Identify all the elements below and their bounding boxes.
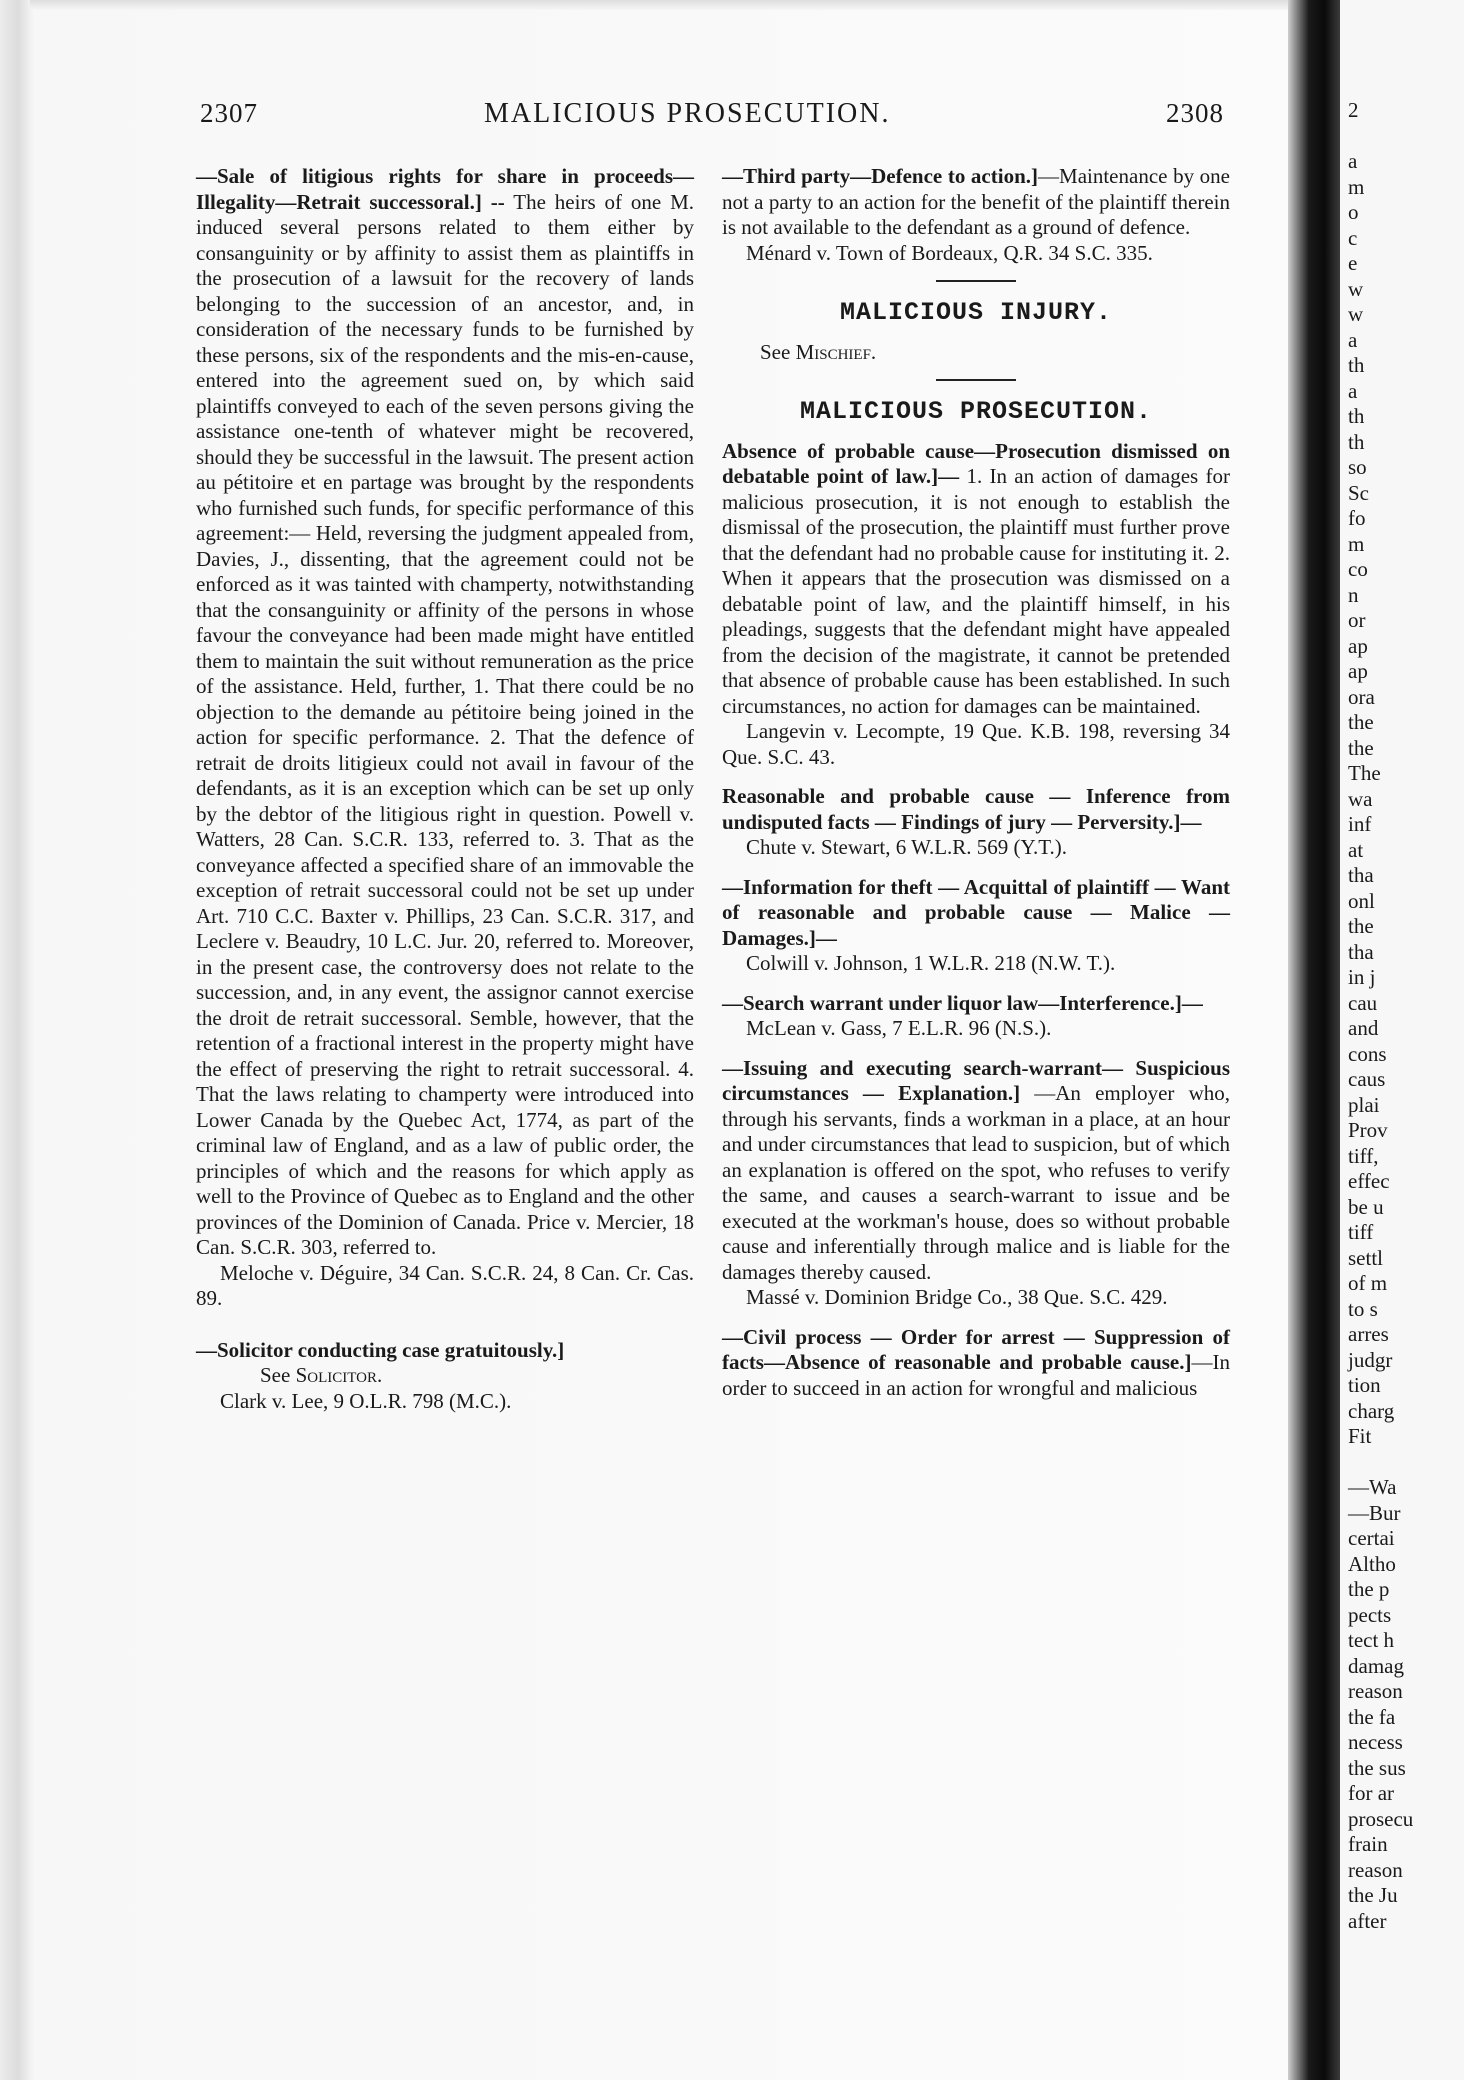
left-column [196,164,694,1414]
see-target: Mischief. [795,339,877,364]
entry-sale-litigious-rights [196,164,694,1261]
entry-heading: —Civil process — Order for arrest — Suppression of facts—Absence of reasonable and probable cause.] [722,1324,1230,1374]
entry-solicitor-gratuitous [196,1338,694,1364]
section-divider [936,280,1016,282]
page-edge [30,0,1290,10]
see-word: See [260,1363,291,1387]
right-column [722,164,1230,1401]
entry-heading: Absence of probable cause—Prosecution dismissed on debatable point of law.]— [722,438,1230,488]
entry-heading: —Information for theft — Acquittal of plaintiff — Want of reasonable and probable cause — Malice — Damages.]— [722,874,1230,950]
page-number-right: 2308 [1166,98,1224,128]
section-title-malicious-prosecution: MALICIOUS PROSECUTION. [799,397,1153,426]
case-citation: Ménard v. Town of Bordeaux, Q.R. 34 S.C. 335. [746,240,1153,265]
section-divider [936,379,1016,381]
next-page-text: 2 a m o c e w w a th a th th so Sc fo m co n or ap ap ora the the The wa inf at tha onl the tha in j cau and cons caus plai Prov tiff, effec be u tiff settl of m to s arres judgr tion charg Fit —Wa —Bur certai Altho the p pects tect h damag reason the fa necess the sus for ar prosecu frain reason the Ju after [1348,98,1414,1933]
entry-heading: Reasonable and probable cause — Inference from undisputed facts — Findings of jury — Perversity.]— [722,784,1230,834]
page-gutter-shadow [1288,0,1340,2080]
case-citation: McLean v. Gass, 7 E.L.R. 96 (N.S.). [746,1016,1052,1040]
case-citation: Clark v. Lee, 9 O.L.R. 798 (M.C.). [220,1388,512,1413]
see-reference [196,1363,694,1389]
entry-heading: —Third party—Defence to action.] [722,164,1039,188]
entry-third-party [722,164,1230,241]
section-title-malicious-injury: MALICIOUS INJURY. [839,298,1113,327]
case-citation: Langevin v. Lecompte, 19 Que. K.B. 198, reversing 34 Que. S.C. 43. [722,719,1230,769]
entry-heading: —Search warrant under liquor law—Interference.]— [722,990,1203,1015]
see-word: See [760,339,791,364]
entry-heading: —Sale of litigious rights for share in proceeds—Illegality—Retrait successoral.] -- [196,164,694,214]
entry-civil-process [722,1325,1230,1402]
case-citation: Chute v. Stewart, 6 W.L.R. 569 (Y.T.). [746,835,1068,859]
case-citation: Massé v. Dominion Bridge Co., 38 Que. S.C. 429. [746,1285,1168,1309]
next-page-fragment [1340,0,1464,2080]
entry-information-for-theft [722,875,1230,952]
entry-reasonable-probable-cause [722,784,1230,835]
entry-body: —Maintenance by one not a party to an action for the benefit of the plaintiff therein is not available to the defendant as a ground of defence. [722,164,1230,239]
entry-absence-probable-cause [722,439,1230,720]
see-target: Solicitor. [295,1363,383,1387]
entry-search-warrant-liquor [722,991,1230,1017]
entry-issuing-search-warrant [722,1056,1230,1286]
case-citation: Colwill v. Johnson, 1 W.L.R. 218 (N.W. T.). [746,951,1116,975]
entry-body: 1. In an action of damages for malicious prosecution, it is not enough to establish the dismissal of the prosecution, the plaintiff must further prove that the defendant had no probable cause for instituting it. 2. When it appears that the prosecution was dismissed on a debatable point of law, and the plaintiff himself, in his pleadings, suggests that the defendant might have appealed from the decision of the magistrate, it cannot be pretended that absence of probable cause has been established. In such circumstances, no action for damages can be maintained. [722,464,1230,718]
entry-heading: —Solicitor conducting case gratuitously.] [196,1337,565,1362]
see-reference [722,340,1230,366]
entry-heading: —Issuing and executing search-warrant— Suspicious circumstances — Explanation.] [722,1055,1230,1105]
running-title: MALICIOUS PROSECUTION. [484,98,891,129]
entry-body: —In order to succeed in an action for wrongful and malicious [722,1350,1230,1400]
case-citation: Meloche v. Déguire, 34 Can. S.C.R. 24, 8 Can. Cr. Cas. 89. [196,1260,694,1310]
entry-body: The heirs of one M. induced several persons related to them either by consanguinity or by affinity to assist them as plaintiffs in the prosecution of a lawsuit for the recovery of lands belonging to the succession of an ancestor, and, in consideration of the necessary funds to be furnished by these persons, six of the respondents and the mis-en-cause, entered into the agreement sued on, by which said plaintiffs conveyed to each of the seven persons giving the assistance one-tenth of whatever might be recovered, should they be successful in the lawsuit. The present action au pétitoire et en partage was brought by the respondents who furnished such funds, for specific performance of this agreement:— Held, reversing the judgment appealed from, Davies, J., dissenting, that the agreement could not be enforced as it was tainted with champerty, notwithstanding that the consanguinity or affinity of the persons in whose favour the conveyance had been made might have entitled them to maintain the suit without remuneration as the price of the assistance. Held, further, 1. That there could be no objection to the demande au pétitoire being joined in the action for specific performance. 2. That the defence of retrait de droits litigieux could not avail in favour of the defendants, as it is an exception which can be set up only by the debtor of the litigious right in question. Powell v. Watters, 28 Can. S.C.R. 133, referred to. 3. That as the conveyance affected a specified share of an immovable the exception of retrait successoral could not be set up under Art. 710 C.C. Baxter v. Phillips, 23 Can. S.C.R. 317, and Leclere v. Beaudry, 10 L.C. Jur. 20, referred to. Moreover, in the present case, the controversy does not relate to the succession, and, in any event, the assignor cannot exercise the droit de retrait successoral. Semble, however, that the retention of a fractional interest in the property might have the effect of preserving the right to retrait successoral. 4. That the laws relating to champerty were introduced into Lower Canada by the Quebec Act, 1774, as part of the criminal law of England, and as a law of public order, the principles of which and the reasons for which apply as well to the Province of Quebec as to England and the other provinces of the Dominion of Canada. Price v. Mercier, 18 Can. S.C.R. 303, referred to. [196,189,695,1259]
entry-body: —An employer who, through his servants, finds a workman in a place, at an hour and under circumstances that lead to suspicion, but of which an explanation is offered on the spot, who refuses to verify the same, and causes a search-warrant to issue and be executed at the workman's house, does so without probable cause and inferentially through malice and is liable for the damages thereby caused. [722,1081,1230,1284]
page-number-left: 2307 [200,98,258,128]
